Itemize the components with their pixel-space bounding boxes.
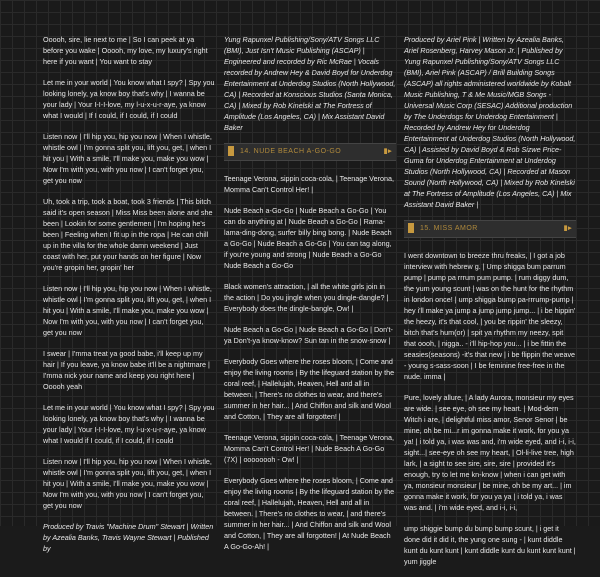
lyrics-verse: Listen now | I'll hip you, hip you now | When I whistle, whistle owl | I'm gonna split you, lift you, get, | when I hit you | With a smile, I'll make you, make you wow | Now I'm with you, with you now | I can't forget you, get you now bbox=[43, 457, 212, 510]
track-header-15 bbox=[404, 220, 576, 238]
lyrics-verse: Teenage Verona, sippin coca-cola, | Teenage Verona, Momma Can't Control Her! | Nude Beach A Go-Go (7X) | oooooooh - Ow! | bbox=[224, 433, 394, 464]
lyrics-column-left bbox=[43, 34, 215, 564]
lyrics-verse: Everybody Goes where the roses bloom, | Come and enjoy the living rooms | By the lifeguard station by the coral reef, | Hallelujah, Heaven, Hell and all in between. | There's no clothes to wear, and there's summer in her hair... | And Chiffon and silk and Wool and Cotton, | They are all forgotten! | bbox=[224, 357, 395, 421]
track-title: 15. MISS AMOR bbox=[420, 225, 478, 232]
lyrics-verse: Teenage Verona, sippin coca-cola, | Teenage Verona, Momma Can't Control Her! | bbox=[224, 174, 394, 194]
lyrics-verse: Pure, lovely allure, | A lady Aurora, monsieur my eyes are wide. | see eye, oh see my heart. | Mod-dern Witch i are, | delightful miss amor, Senor Senor | be mine, oh be mi...r im gonna make it work, for you ya ya! | i told ya, i was was and, i'm wide eyed, and i-i, i-i, sight...| see-eye oh see my heart, | Ol-li-live tree, high lark, | a sight to see sire, sire, sire | provided it's enough, try to let me kn-know | when i can get with ya, monsieur monsieur | be mine, oh be my art... | im gonna make it work, for you ya ya | i told ya, i was was and. | i'm wide eyed, and i-i, i-i, bbox=[404, 393, 576, 512]
bar-marker-icon bbox=[408, 223, 414, 233]
lyrics-verse: Let me in your world | You know what I spy? | Spy you looking lonely, ya know boy that's why | I wanna be your lady | Your I-I-I-love, my l-u-x-u-r-aye, ya know what I would if I could, if I could, if I could bbox=[43, 403, 215, 445]
lyrics-verse: Ooooh, sire, lie next to me | So I can peek at ya before you wake | Ooooh, my love, my luxury's right here if you want | You want to stay bbox=[43, 35, 208, 66]
track-credits: Produced by Travis "Machine Drum" Stewart | Written by Azealia Banks, Travis Wayne Stewart | Published by bbox=[43, 522, 214, 553]
track-title: 14. NUDE BEACH A-GO-GO bbox=[240, 148, 342, 155]
lyrics-column-right bbox=[404, 34, 576, 577]
bar-end-icon: ▮▸ bbox=[563, 225, 572, 232]
lyrics-verse: Everybody Goes where the roses bloom, | Come and enjoy the living rooms | By the lifeguard station by the coral reef, | Hallelujah, Heaven, Hell and all in between. | There's no clothes to wear, | and there's summer in her hair... | And Chiffon and silk and Wool and Cotton, | They are all forgotten! | At Nude Beach A Go-Go-Ah! | bbox=[224, 476, 395, 551]
lyrics-verse: Nude Beach a-Go-Go | Nude Beach a Go-Go | You can do anything at | Nude Beach a Go-Go | Rama-lama-ding-dong, surfer billy bing bong. | Nude Beach a Go-Go | Nude Beach a Go-Go | You can tag along, if you're young and strong | Nude Beach a Go-Go Nude Beach a Go-Go bbox=[224, 206, 392, 270]
lyrics-verse: ump shiggie bump du bump bump scunt, | i get it done did it did it, the yung one sung - | kunt diddle kunt du kunt kunt | kunt diddle kunt du kunt kunt kunt | yum jiggle bbox=[404, 524, 576, 566]
bar-marker-icon bbox=[228, 146, 234, 156]
lyrics-verse: I went downtown to breeze thru freaks, | I got a job interview with hebrew g. | Ump shigga bum parrum pump | pump pa rrrum pum pump. | rum diggy dum, the yum young scunt | was on the hunt for the rhythm in london once! | ump shigga bump pa-rrrump-pump | hey i'll make ya jump a jump jump jump... | i be hippin' the heezy, it's that cool, | you be rippin' the sleezy, bitch that's hum(or) | spit ya rhythm my neezy, spit that oooh, | nigga.. - i'll hip-hop you... | i be fittin the seasies(seasons) -it's that new | i be flippin the weave - young s-sass-soon | I be feminine free-free in the nude. imma | bbox=[404, 251, 576, 381]
bar-end-icon: ▮▸ bbox=[383, 148, 392, 155]
track-credits: Yung Rapunxel Publishing/Sony/ATV Songs LLC (BMI), Just Isn't Music Publishing (ASCAP) | Engineered and recorded by Ric McRae | Vocals recorded by Andrew Hey & David Boyd for Underdog Entertainment at Underdog Studios (North Hollywood, CA) | Recorded at Konscious Studios (Santa Monica, CA) | Mixed by Rob Kinelski at The Fortress of Amplitude (Los Angeles, CA) | Mix Assistant David Baker bbox=[224, 35, 396, 132]
track-credits: Produced by Ariel Pink | Written by Azealia Banks, Ariel Rosenberg, Harvey Mason Jr. | Published by Yung Rapunxel Publishing/Sony/ATV Songs LLC (BMI), Ariel Pink (ASCAP) / Brill Building Songs (ASCAP) all rights administered worldwide by Kobalt Music Publishing, T & Me Music/MGB Songs - Universal Music Corp (SESAC) Additional production by The Underdogs for Underdog Entertainment | Recorded by Andrew Hey for Underdog Entertainment at Underdog Studios (North Hollywood, CA) | Assisted by David Boyd & Rob Sizwe Price-Guma for Underdog Entertainment at Underdog Studios (North Hollywood, CA) | Recorded at Mason Sound (North Hollywood, CA) | Mixed by Rob Kinelski at The Fortress of Amplitude (Los Angeles, CA) | Mix Assistant David Baker | bbox=[404, 35, 576, 209]
lyrics-verse: Listen now | I'll hip you, hip you now | When I whistle, whistle owl | I'm gonna split you, lift you, get, | when I hit you | With a smile, I'll make you, make you wow | Now I'm with you, with you now | I can't forget you, get you now bbox=[43, 284, 212, 337]
lyrics-verse: Uh, took a trip, took a boat, took 3 friends | This bitch said it's open season | Miss Miss been alone and she been | Lookin for some gentlemen | I'm hoping he's been | Feeling when I fit up in the ropa | He can chill up in the villa for the whole damn weekend | Just coast with her, put your hands on her figure | Now you're gropin her, gropin' her bbox=[43, 197, 213, 272]
lyrics-verse: I swear | I'mma treat ya good babe, i'll keep up my hair | If you leave, ya know babe it'll be a nightmare | I'mma nick your name and keep you right here | Ooooh yeah bbox=[43, 349, 210, 391]
track-header-14 bbox=[224, 143, 396, 161]
lyrics-verse: Listen now | I'll hip you, hip you now | When I whistle, whistle owl | I'm gonna split you, lift you, get, | when I hit you | With a smile, I'll make you, make you wow | Now I'm with you, with you now | I can't forget you, get you now bbox=[43, 132, 212, 185]
lyrics-verse: Black women's attraction, | all the white girls join in the action | Do you jingle when you dingle-dangle? | Everybody does the dingle-bangle, Ow! | bbox=[224, 282, 389, 313]
lyrics-column-middle bbox=[224, 34, 396, 562]
lyrics-verse: Nude Beach a Go-Go | Nude Beach a Go-Go | Don't-ya Don't-ya know-know? Sun tan in the snow-snow | bbox=[224, 325, 393, 345]
lyrics-verse: Let me in your world | You know what I spy? | Spy you looking lonely, ya know boy that's why | I wanna be your lady | Your I-I-I-love, my l-u-x-u-r-aye, ya know what I would | If I could, if I could, if I could bbox=[43, 78, 215, 120]
